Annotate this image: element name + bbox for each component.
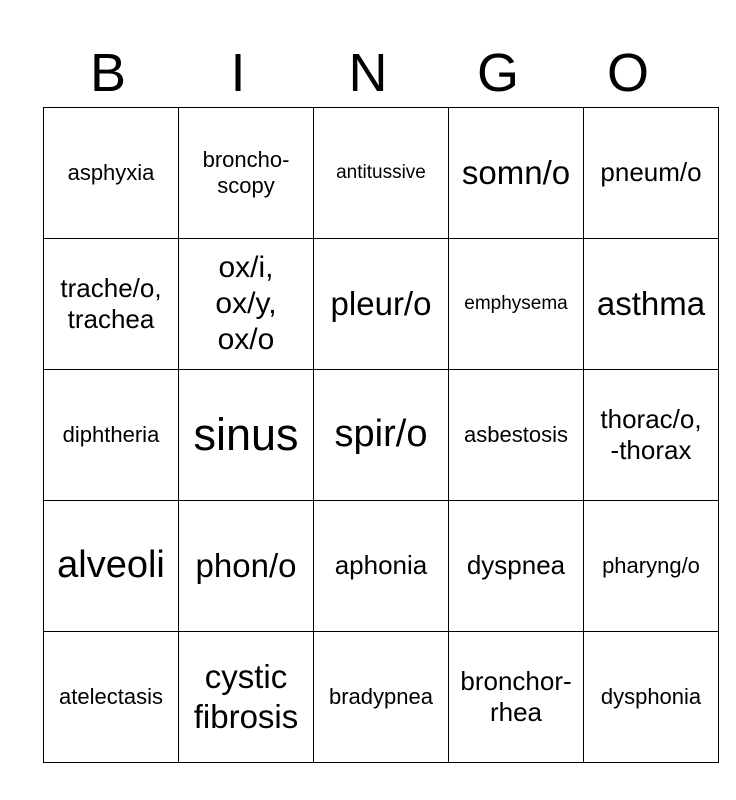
- header-letter-o: O: [606, 43, 649, 103]
- board-row: [44, 370, 719, 501]
- cell-text: pleur/o: [330, 285, 432, 323]
- cell-text: trache/o, trachea: [60, 272, 162, 334]
- bingo-cell[interactable]: [314, 239, 449, 370]
- cell-text: atelectasis: [59, 683, 163, 709]
- bingo-cell[interactable]: [449, 108, 584, 239]
- cell-text: spir/o: [334, 413, 428, 456]
- cell-text: asthma: [596, 285, 706, 323]
- cell-text: asphyxia: [67, 159, 155, 185]
- bingo-cell[interactable]: [584, 108, 719, 239]
- bingo-header: [43, 40, 693, 106]
- cell-text: aphonia: [334, 550, 428, 581]
- bingo-cell[interactable]: [314, 632, 449, 763]
- board-row: [44, 239, 719, 370]
- cell-text: broncho- scopy: [202, 146, 290, 198]
- cell-text: ox/i, ox/y, ox/o: [215, 251, 277, 356]
- cell-text: emphysema: [464, 292, 568, 314]
- bingo-cell[interactable]: [449, 370, 584, 501]
- bingo-cell[interactable]: [314, 501, 449, 632]
- cell-text: thorac/o, -thorax: [600, 403, 702, 465]
- header-letter-g: G: [476, 43, 519, 103]
- header-letter-n: N: [348, 43, 388, 103]
- bingo-cell[interactable]: [44, 239, 179, 370]
- cell-text: antitussive: [336, 161, 426, 183]
- board-row: [44, 632, 719, 763]
- header-letter-i: I: [230, 43, 246, 103]
- board-row: [44, 501, 719, 632]
- bingo-cell[interactable]: [314, 108, 449, 239]
- cell-text: phon/o: [195, 547, 297, 585]
- bingo-cell[interactable]: [44, 632, 179, 763]
- bingo-cell[interactable]: [314, 370, 449, 501]
- cell-text: somn/o: [461, 154, 571, 192]
- bingo-cell[interactable]: [44, 108, 179, 239]
- bingo-cell[interactable]: [44, 501, 179, 632]
- cell-text: cystic fibrosis: [193, 658, 299, 735]
- cell-text: asbestosis: [464, 421, 568, 447]
- cell-text: pneum/o: [600, 157, 702, 188]
- bingo-cell[interactable]: [179, 108, 314, 239]
- board-row: [44, 108, 719, 239]
- bingo-cell[interactable]: [584, 632, 719, 763]
- cell-text: dysphonia: [600, 683, 702, 709]
- bingo-cell[interactable]: [584, 501, 719, 632]
- header-letter-b: B: [89, 43, 127, 103]
- bingo-cell[interactable]: [179, 370, 314, 501]
- bingo-cell[interactable]: [584, 370, 719, 501]
- bingo-cell[interactable]: [179, 239, 314, 370]
- cell-text: pharyng/o: [602, 552, 700, 578]
- cell-text: bronchor- rhea: [460, 665, 572, 727]
- bingo-cell[interactable]: [449, 239, 584, 370]
- bingo-cell[interactable]: [449, 632, 584, 763]
- cell-text: dyspnea: [466, 550, 566, 581]
- cell-text: diphtheria: [62, 421, 160, 447]
- cell-text: bradypnea: [329, 683, 433, 709]
- bingo-cell[interactable]: [449, 501, 584, 632]
- cell-text: sinus: [193, 409, 299, 460]
- bingo-cell[interactable]: [179, 501, 314, 632]
- cell-text: alveoli: [57, 544, 165, 587]
- bingo-cell[interactable]: [584, 239, 719, 370]
- bingo-board: [43, 107, 719, 763]
- bingo-cell[interactable]: [44, 370, 179, 501]
- bingo-cell[interactable]: [179, 632, 314, 763]
